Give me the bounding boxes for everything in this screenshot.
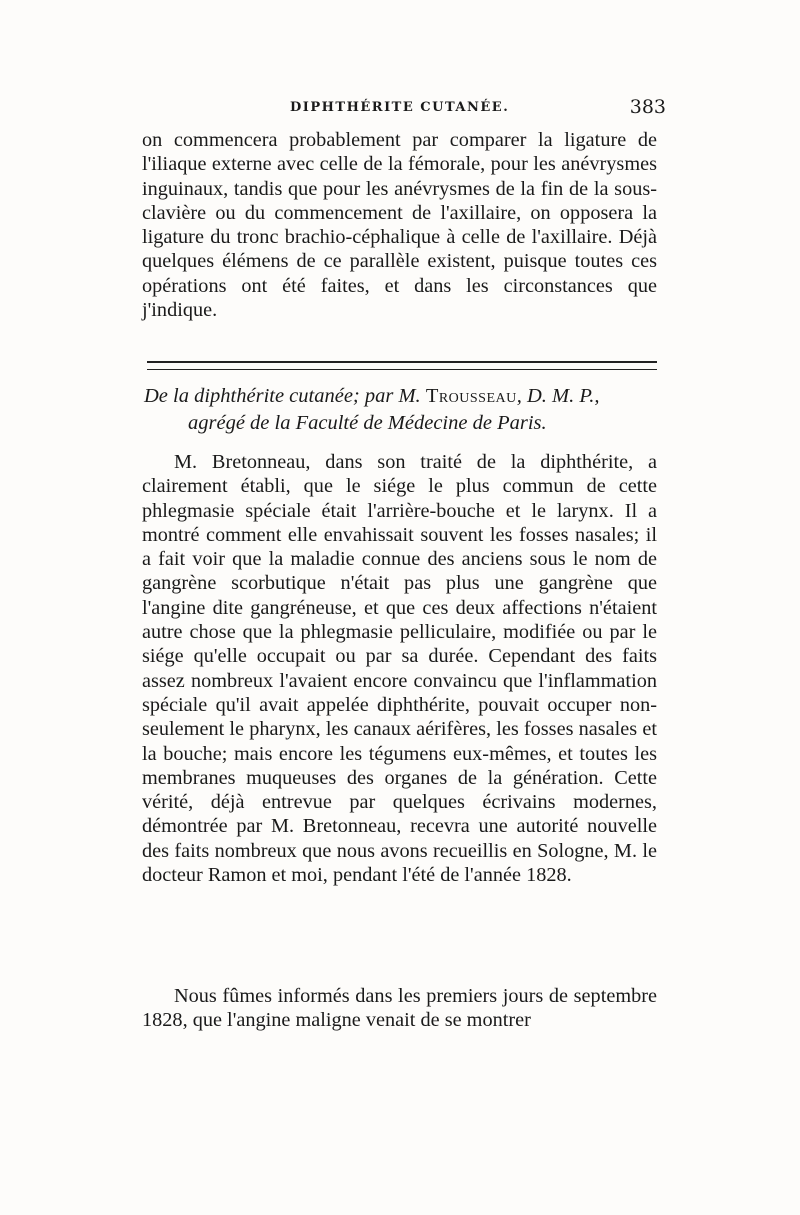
nous-paragraph: Nous fûmes informés dans les premiers jours de septembre 1828, que l'angine maligne venait de se montrer xyxy=(142,985,657,1032)
author-credentials: , D. M. P., xyxy=(516,385,600,407)
running-title: DIPHTHÉRITE CUTANÉE. xyxy=(290,100,510,115)
article-title-line1 xyxy=(140,383,660,410)
author-name: Trousseau xyxy=(425,385,517,407)
title-prefix: De la diphthérite cutanée; par M. xyxy=(144,385,426,407)
article-title xyxy=(140,383,660,437)
continuation-paragraph: on commencera probablement par comparer la ligature de l'iliaque externe avec celle de la fémorale, pour les anévrysmes inguinaux, tandis que pour les anévrysmes de la fin de la sous-clavière ou du commencement de l'axillaire, on opposera la ligature du tronc brachio-céphalique à celle de l'axillaire. Déjà quelques élémens de ce parallèle existent, puisque toutes ces opérations ont été faites, et dans les circonstances que j'indique. xyxy=(142,129,657,322)
intro-paragraph: M. Bretonneau, dans son traité de la diphthérite, a clairement établi, que le siége le plus commun de cette phlegmasie spéciale était l'arrière-bouche et le larynx. Il a montré comment elle envahissait souvent les fosses nasales; il a fait voir que la maladie connue des anciens sous le nom de gangrène scorbutique n'était pas plus une gangrène que l'angine dite gangréneuse, et que ces deux affections n'étaient autre chose que la phlegmasie pelliculaire, modifiée ou par le siége qu'elle occupait ou par sa durée. Cependant des faits assez nombreux l'avaient encore convaincu que l'inflammation spéciale qu'il avait appelée diphthérite, pouvait occuper non-seulement le pharynx, les canaux aérifères, les fosses nasales et la bouche; mais encore les tégumens eux-mêmes, et toutes les membranes muqueuses des organes de la génération. Cette vérité, déjà entrevue par quelques écrivains modernes, démontrée par M. Bretonneau, recevra une autorité nouvelle des faits nombreux que nous avons recueillis en Sologne, M. le docteur Ramon et moi, pendant l'été de l'année 1828. xyxy=(142,451,657,887)
section-divider xyxy=(147,361,657,370)
author-affiliation: agrégé de la Faculté de Médecine de Paris. xyxy=(188,412,547,434)
page-header xyxy=(140,94,670,124)
page-number: 383 xyxy=(629,96,666,118)
